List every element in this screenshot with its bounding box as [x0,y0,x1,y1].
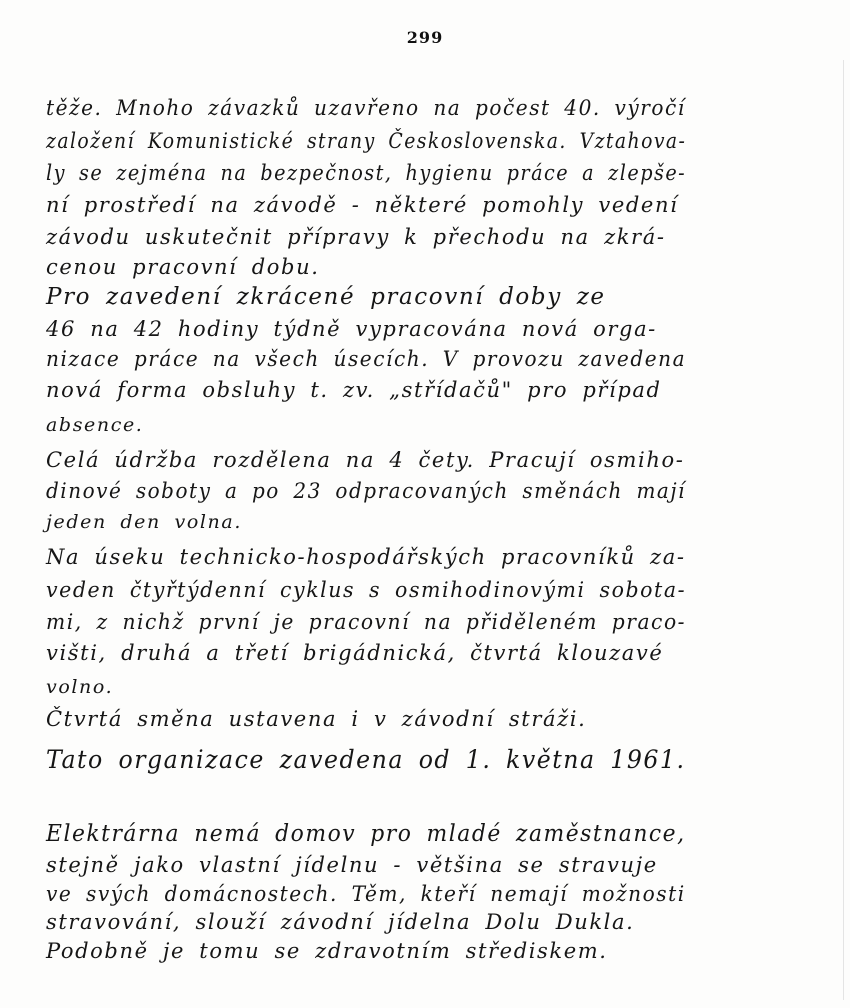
text-line: volno. [46,676,114,698]
text-line: založení Komunistické strany Československa. Vztahova- [46,129,687,153]
text-line: mi, z nichž první je pracovní na přiděleném praco- [46,610,687,634]
text-line: ly se zejména na bezpečnost, hygienu práce a zlepše- [46,161,687,185]
text-line: stravování, slouží závodní jídelna Dolu Dukla. [46,910,635,934]
text-line: Tato organizace zavedena od 1. května 1961. [46,745,686,774]
text-line: dinové soboty a po 23 odpracovaných směnách mají [46,479,686,503]
text-line: závodu uskutečnit přípravy k přechodu na zkrá- [46,225,666,249]
text-line: 46 na 42 hodiny týdně vypracována nová orga- [46,317,657,341]
text-line: ní prostředí na závodě - některé pomohly vedení [46,193,679,217]
text-line: nizace práce na všech úsecích. V provozu zavedena [46,347,687,371]
text-line: veden čtyřtýdenní cyklus s osmihodinovými sobota- [46,578,687,602]
text-line: višti, druhá a třetí brigádnická, čtvrtá klouzavé [46,641,664,665]
text-line: Celá údržba rozdělena na 4 čety. Pracují osmiho- [46,448,685,472]
text-line: ve svých domácnostech. Těm, kteří nemají možnosti [46,882,686,906]
page-number: 299 [406,28,444,47]
text-line: absence. [46,414,144,436]
text-line: Na úseku technicko-hospodářských pracovníků za- [46,545,686,569]
text-line: Podobně je tomu se zdravotním střediskem. [46,939,608,963]
text-line: těže. Mnoho závazků uzavřeno na počest 40. výročí [46,96,686,120]
text-line: Elektrárna nemá domov pro mladé zaměstnance, [46,821,686,847]
text-line: nová forma obsluhy t. zv. „střídačů" pro případ [46,378,662,402]
text-line: stejně jako vlastní jídelnu - většina se stravuje [46,853,658,877]
page-edge [843,60,844,1000]
text-line: Čtvrtá směna ustavena i v závodní stráži. [46,707,587,731]
text-line: Pro zavedení zkrácené pracovní doby ze [46,284,606,310]
text-line: jeden den volna. [46,511,242,533]
text-line: cenou pracovní dobu. [46,255,320,279]
